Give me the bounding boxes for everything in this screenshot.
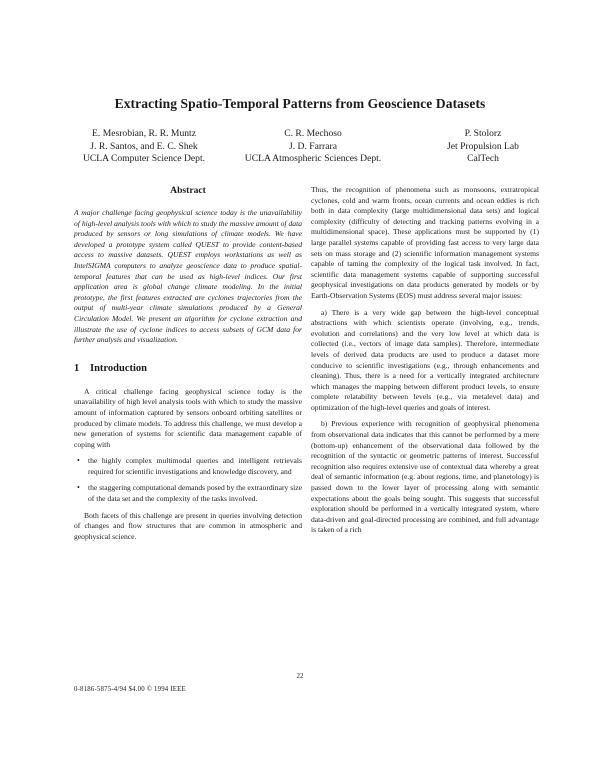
page-number: 22 <box>296 672 304 680</box>
section-title: Introduction <box>90 362 147 374</box>
right-paragraph-1: Thus, the recognition of phenomena such as monsoons, extratropical cyclones, cold and warm fronts, ocean currents and ocean eddies is rich both in data complexity (large multidimensional data sets) and logical complexity (difficulty of detecting and tracking patterns evolving in a multidimensional space). These applications must be supported by (1) large parallel systems capable of providing fast access to very large data sets on mass storage and (2) scientific information management systems capable of taming the complexity of the logical task involved. In fact, scientific data management systems capable of supporting successful geophysical investigations on data products generated by models or by Earth-Observation Systems (EOS) must address several major issues: <box>311 185 539 300</box>
list-item-text: the highly complex multimodal queries and intelligent retrievals required for scientific investigations and knowledge discovery, and <box>88 456 302 476</box>
abstract-text: A major challenge facing geophysical science today is the unavailability of high-level analysis tools with which to study the massive amount of data produced by sensors or long simulations of climate models. We have developed a prototype system called QUEST to provide content-based access to massive datasets. QUEST employs workstations as well as IntelSIGMA computers to analyze geoscience data to produce spatial-temporal features that can be used as high-level indices. Our first application area is global change climate modeling. In the initial prototype, the first features extracted are cyclones trajectories from the output of multi-year climate simulations produced by a General Circulation Model. We present an algorithm for cyclone extraction and illustrate the use of cyclone indices to access subsets of GCM data for further analysis and visualization. <box>74 208 302 345</box>
author-group-jpl <box>408 128 558 166</box>
bullet-icon: • <box>77 456 80 466</box>
right-item-b: b) Previous experience with recognition of geophysical phenomena from observational data indicates that this cannot be performed by a mere (bottom-up) enhancement of the observational data followed by the recognition of the syntactic or geometric patterns of interest. Successful recognition also requires extensive use of contextual data whereby a great deal of semantic information (e.g. about regions, time, and planetology) is passed down to the lower layer of processing along with semantic expectations about the goals being sought. This suggests that successful exploration should be performed in a vertically integrated system, where data-driven and goal-directed processing are combined, and full advantage is taken of a rich <box>311 419 539 535</box>
author-group-atmos <box>218 128 408 166</box>
author-names-line2: J. R. Santos, and E. C. Shek <box>90 140 198 152</box>
intro-paragraph-2: Both facets of this challenge are present in queries involving detection of changes and flow structures that are common in atmospheric and geophysical science. <box>74 510 302 541</box>
author-names-line1: C. R. Mechoso <box>284 128 342 139</box>
bullet-icon: • <box>77 483 80 493</box>
author-group-cs <box>64 128 224 166</box>
list-item <box>74 456 302 477</box>
paper-title: Extracting Spatio-Temporal Patterns from Geoscience Datasets <box>114 96 486 111</box>
list-item <box>74 483 302 504</box>
right-column <box>311 185 539 542</box>
copyright-notice: 0-8186-5875-4/94 $4.00 © 1994 IEEE <box>74 686 186 693</box>
abstract-heading: Abstract <box>170 185 206 196</box>
section-number: 1 <box>74 362 80 374</box>
author-affiliation: CalTech <box>467 153 499 164</box>
author-names-line2: J. D. Farrara <box>289 140 337 152</box>
intro-paragraph-1: A critical challenge facing geophysical science today is the unavailability of high level analysis tools with which to study the massive amount of information captured by sensors onboard orbiting satellites or produced by climate models. To address this challenge, we must develop a new generation of systems for scientific data management capable of coping with <box>74 386 302 449</box>
intro-bullet-list <box>74 456 302 504</box>
list-item-text: the staggering computational demands posed by the extraordinary size of the data set and the complexity of the tasks involved. <box>88 483 302 504</box>
section-heading-introduction <box>74 363 302 374</box>
author-names-line1: P. Stolorz <box>464 128 502 139</box>
right-item-a: a) There is a very wide gap between the high-level conceptual abstractions with which scientists operate (involving, e.g., trends, evolution and correlations) and the very low level at which data is collected (i.e., vectors of image data samples). Therefore, intermediate levels of derived data products are used to produce a dataset more conducive to scientific investigations (e.g., through enhancements and cleaning). Thus, there is a need for a vertically integrated architecture which manages the mapping between different product levels, to ensure complete relatability between levels (e.g., via metalevel data) and optimization of the high-level queries and goals of interest. <box>311 307 539 412</box>
author-names-line2: Jet Propulsion Lab <box>447 140 519 152</box>
author-names-line1: E. Mesrobian, R. R. Muntz <box>92 128 196 139</box>
left-column <box>74 185 302 548</box>
author-affiliation: UCLA Atmospheric Sciences Dept. <box>244 153 382 164</box>
author-affiliation: UCLA Computer Science Dept. <box>82 153 206 164</box>
